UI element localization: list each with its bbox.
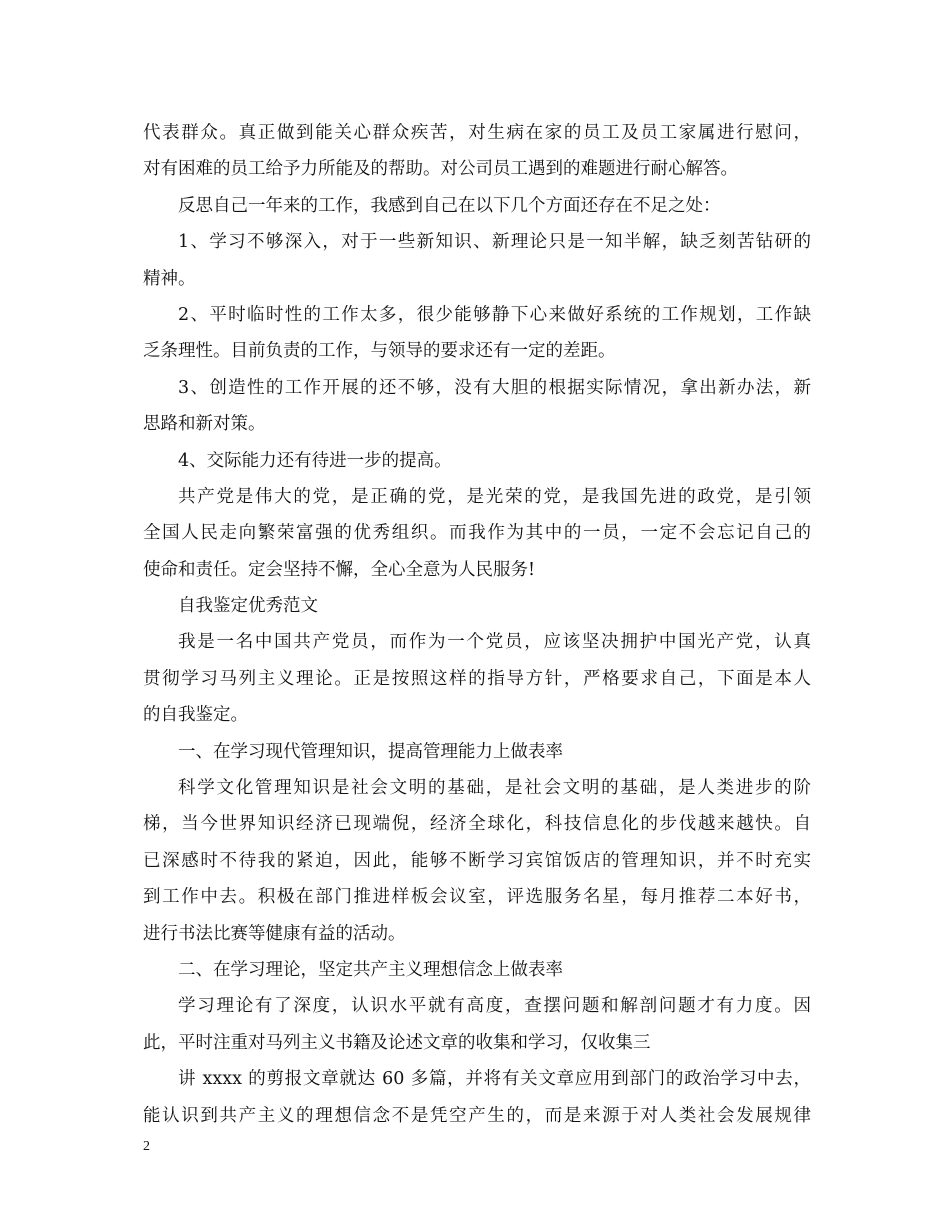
paragraph-line: 4、交际能力还有待进一步的提高。 xyxy=(178,450,452,471)
paragraph-line: 1、学习不够深入，对于一些新知识、新理论只是一知半解，缺乏刻苦钻研的 xyxy=(178,232,811,253)
paragraph-line: 我是一名中国共产党员，而作为一个党员，应该坚决拥护中国光产党，认真 xyxy=(178,632,811,653)
paragraph-line: 精神。 xyxy=(143,268,196,289)
document-body xyxy=(143,115,811,1134)
paragraph-line: 讲 xxxx 的剪报文章就达 60 多篇，并将有关文章应用到部门的政治学习中去， xyxy=(178,1069,811,1090)
paragraph-line: 此，平时注重对马列主义书籍及论述文章的收集和学习，仅收集三 xyxy=(143,1032,651,1053)
paragraph-line: 学习理论有了深度，认识水平就有高度，查摆问题和解剖问题才有力度。因 xyxy=(178,996,811,1017)
page-number: 2 xyxy=(143,1139,150,1154)
paragraph-line: 科学文化管理知识是社会文明的基础，是社会文明的基础，是人类进步的阶 xyxy=(178,778,811,799)
subsection-heading: 二、在学习理论，坚定共产主义理想信念上做表率 xyxy=(178,959,563,980)
paragraph-line: 的自我鉴定。 xyxy=(143,705,248,726)
paragraph-line: 已深感时不待我的紧迫，因此，能够不断学习宾馆饭店的管理知识，并不时充实 xyxy=(143,850,811,871)
paragraph-line: 思路和新对策。 xyxy=(143,414,266,435)
paragraph-line: 对有困难的员工给予力所能及的帮助。对公司员工遇到的难题进行耐心解答。 xyxy=(143,159,738,180)
paragraph-line: 反思自己一年来的工作，我感到自己在以下几个方面还存在不足之处： xyxy=(178,195,721,216)
paragraph-line: 到工作中去。积极在部门推进样板会议室，评选服务名星，每月推荐二本好书， xyxy=(143,887,811,908)
paragraph-line: 贯彻学习马列主义理论。正是按照这样的指导方针，严格要求自己，下面是本人 xyxy=(143,668,811,689)
paragraph-line: 进行书法比赛等健康有益的活动。 xyxy=(143,923,406,944)
paragraph-line: 乏条理性。目前负责的工作，与领导的要求还有一定的差距。 xyxy=(143,341,616,362)
paragraph-line: 2、平时临时性的工作太多，很少能够静下心来做好系统的工作规划，工作缺 xyxy=(178,304,811,325)
paragraph-line: 梯，当今世界知识经济已现端倪，经济全球化，科技信息化的步伐越来越快。自 xyxy=(143,814,811,835)
paragraph-line: 共产党是伟大的党，是正确的党，是光荣的党，是我国先进的政党，是引领 xyxy=(178,486,811,507)
paragraph-line: 能认识到共产主义的理想信念不是凭空产生的，而是来源于对人类社会发展规律 xyxy=(143,1105,811,1126)
paragraph-line: 全国人民走向繁荣富强的优秀组织。而我作为其中的一员，一定不会忘记自己的 xyxy=(143,523,811,544)
paragraph-line: 代表群众。真正做到能关心群众疾苦，对生病在家的员工及员工家属进行慰问， xyxy=(143,123,811,143)
paragraph-line: 使命和责任。定会坚持不懈，全心全意为人民服务! xyxy=(143,559,536,580)
section-heading: 自我鉴定优秀范文 xyxy=(178,596,318,617)
paragraph-line: 3、创造性的工作开展的还不够，没有大胆的根据实际情况，拿出新办法，新 xyxy=(178,377,811,398)
subsection-heading: 一、在学习现代管理知识，提高管理能力上做表率 xyxy=(178,741,563,762)
